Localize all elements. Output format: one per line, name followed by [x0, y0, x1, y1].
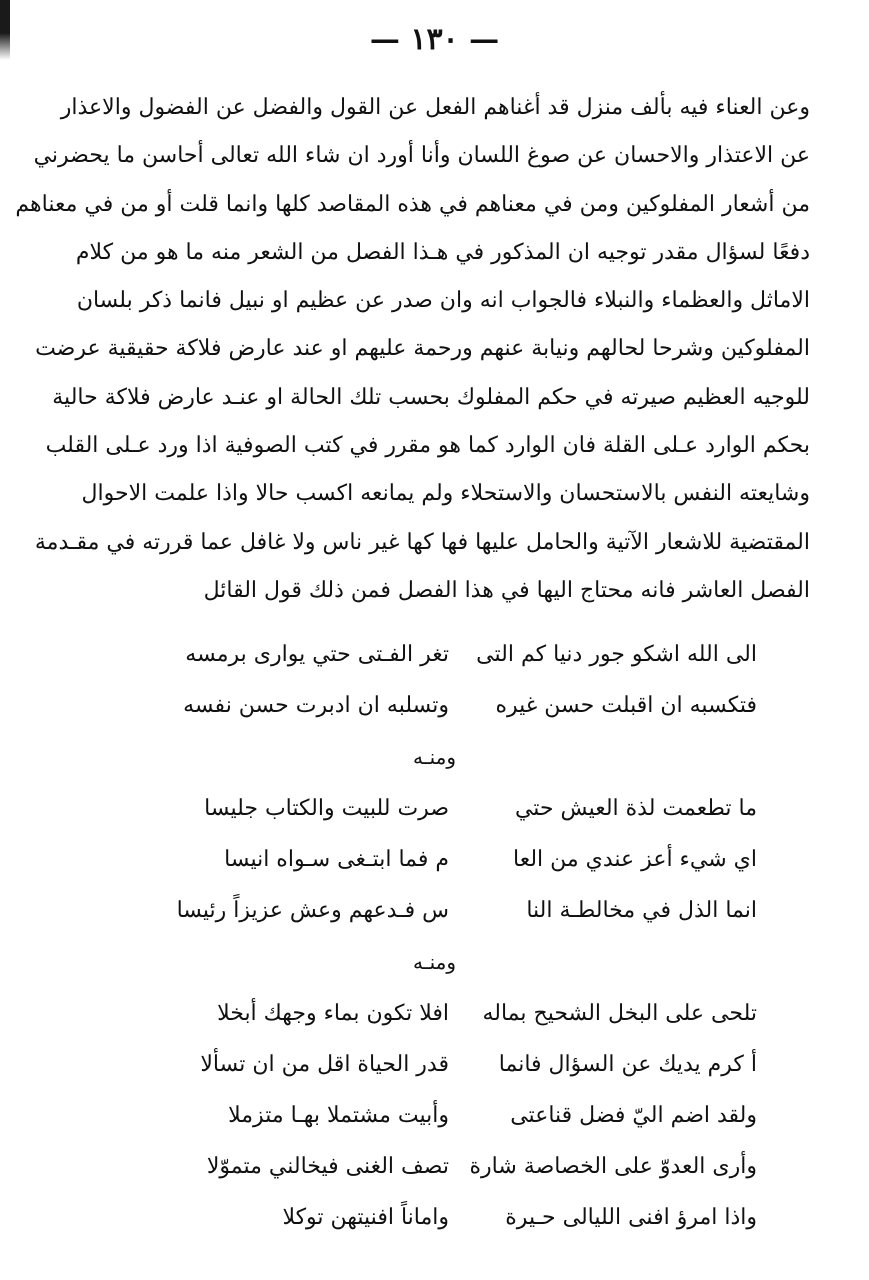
- verse-first-hemistich: فتكسبه ان اقبلت حسن غيره: [495, 693, 757, 718]
- verse: [0, 1039, 869, 1090]
- verse-second-hemistich: افلا تكون بماء وجهك أبخلا: [217, 1001, 449, 1026]
- verse-second-hemistich: م فما ابتـغى سـواه انيسا: [224, 847, 449, 872]
- verse-first-hemistich: واذا امرؤ افنى الليالى حـيرة: [505, 1205, 757, 1230]
- verse-second-hemistich: س فـدعهم وعش عزيزاً رئيسا: [176, 898, 449, 923]
- verse-first-hemistich: أ كرم يديك عن السؤال فانما: [498, 1052, 757, 1077]
- verse: [0, 680, 869, 731]
- verse-second-hemistich: تصف الغنى فيخالني متموّلا: [206, 1154, 449, 1179]
- poem-divider: ومنـه: [413, 950, 456, 974]
- prose-line: الفصل العاشر فانه محتاج اليها في هذا الفصل فمن ذلك قول القائل: [203, 577, 810, 603]
- verse-first-hemistich: الى الله اشكو جور دنيا كم التى: [476, 642, 757, 667]
- verse: [0, 1192, 869, 1243]
- prose-line: المقتضية للاشعار الآتية والحامل عليها فها كها غير ناس ولا غافل عما قررته في مقـدمة: [34, 529, 810, 555]
- prose-line: المفلوكين وشرحا لحالهم ونيابة عنهم ورحمة عليهم او عند عارض فلاكة حقيقية عرضت: [35, 336, 810, 362]
- prose-line: وعن العناء فيه بألف منزل قد أغناهم الفعل عن القول والفضل عن الفضول والاعذار: [60, 95, 810, 120]
- prose-line: بحكم الوارد عـلى القلة فان الوارد كما هو مقرر في كتب الصوفية اذا ورد عـلى القلب: [45, 433, 810, 459]
- verse-first-hemistich: انما الذل في مخالطـة النا: [526, 898, 757, 923]
- poem-block: [0, 629, 869, 731]
- verse-second-hemistich: واماناً افنيتهن توكلا: [282, 1205, 449, 1230]
- page-number: — ١٣٠ —: [369, 22, 500, 57]
- verse: [0, 783, 869, 834]
- verse-first-hemistich: وأرى العدوّ على الخصاصة شارة: [469, 1154, 757, 1179]
- verse: [0, 1141, 869, 1192]
- prose-line: الاماثل والعظماء والنبلاء فالجواب انه وان صدر عن عظيم او نبيل فانما ذكر بلسان: [76, 288, 810, 314]
- verse: [0, 885, 869, 936]
- prose-line: عن الاعتذار والاحسان عن صوغ اللسان وأنا أورد ان شاء الله تعالى أحاسن ما يحضرني: [33, 143, 810, 169]
- verse: [0, 629, 869, 680]
- poem-block: [0, 731, 869, 936]
- verse-first-hemistich: تلحى على البخل الشحيح بماله: [482, 1001, 757, 1026]
- verse-second-hemistich: تغر الفـتى حتي يوارى برمسه: [185, 642, 449, 667]
- prose-line: دفعًا لسؤال مقدر توجيه ان المذكور في هـذا الفصل من الشعر منه ما هو من كلام: [75, 239, 810, 265]
- verse-first-hemistich: اي شيء أعز عندي من العا: [513, 847, 757, 872]
- verse-first-hemistich: ولقد اضم اليّ فضل قناعتى: [510, 1103, 757, 1128]
- prose-paragraph: [15, 84, 810, 615]
- verse-second-hemistich: قدر الحياة اقل من ان تسألا: [200, 1052, 449, 1077]
- verse: [0, 1090, 869, 1141]
- prose-line: وشايعته النفس بالاستحسان والاستحلاء ولم يمانعه اكسب حالا واذا علمت الاحوال: [81, 481, 810, 507]
- verse: [0, 834, 869, 885]
- verse-first-hemistich: ما تطعمت لذة العيش حتي: [514, 796, 757, 821]
- verse: [0, 988, 869, 1039]
- prose-line: من أشعار المفلوكين ومن في معناهم في هذه المقاصد كلها وانما قلت أو من في معناهم: [15, 191, 810, 217]
- prose-line: للوجيه العظيم صيرته في حكم المفلوك بحسب تلك الحالة او عنـد عارض فلاكة حالية: [52, 384, 810, 410]
- verse-second-hemistich: وتسلبه ان ادبرت حسن نفسه: [183, 693, 449, 718]
- verse-second-hemistich: وأبيت مشتملا بهـا متزملا: [228, 1103, 449, 1128]
- poem-block: [0, 936, 869, 1243]
- poem-section: [0, 629, 869, 1243]
- poem-divider: ومنـه: [413, 745, 456, 769]
- verse-second-hemistich: صرت للبيت والكتاب جليسا: [204, 796, 449, 821]
